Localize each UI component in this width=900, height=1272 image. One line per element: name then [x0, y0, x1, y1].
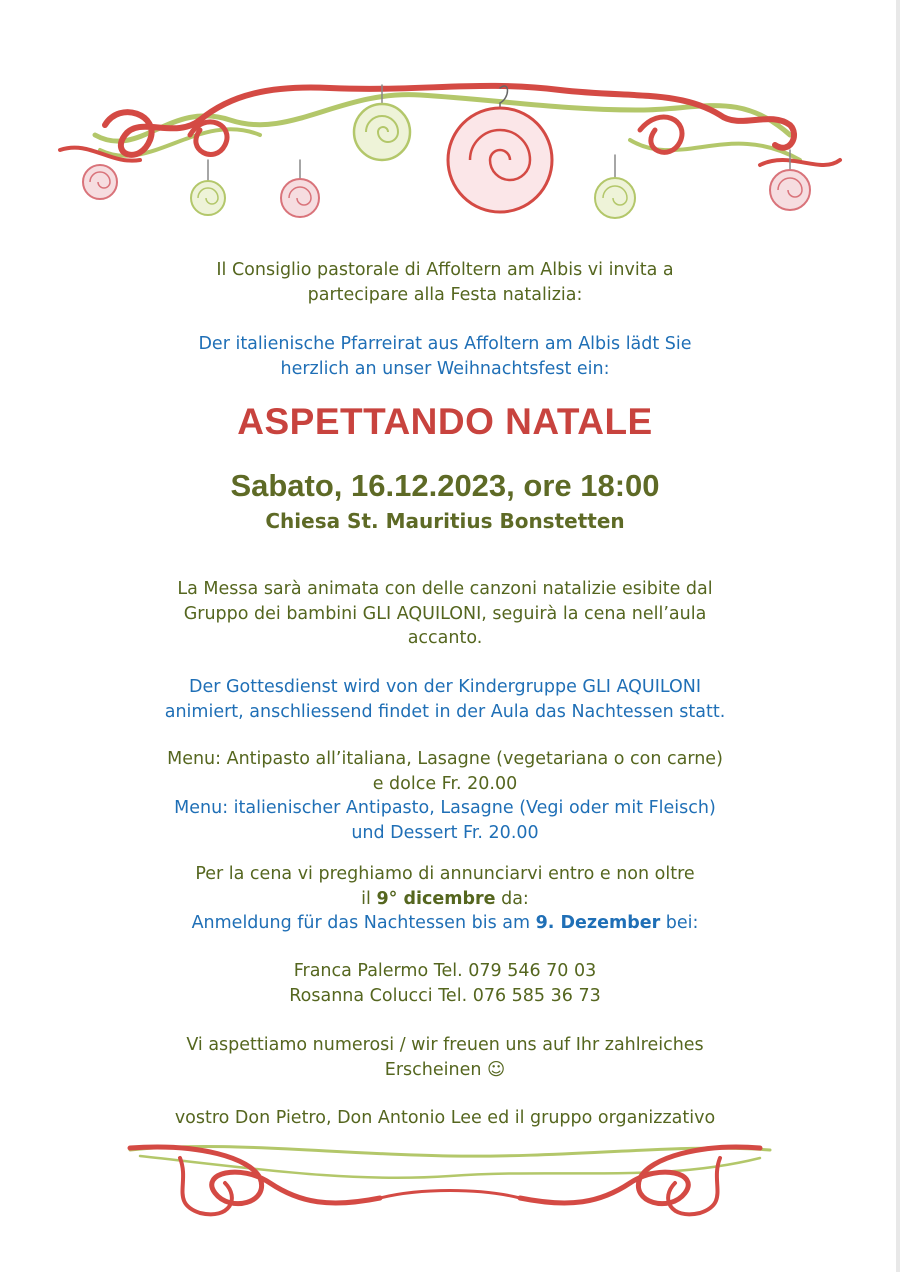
- registration-de-line: Anmeldung für das Nachtessen bis am 9. Dezember bei:: [191, 913, 699, 933]
- closing-line1: Vi aspettiamo numerosi / wir freuen uns auf Ihr zahlreiches: [186, 1035, 704, 1055]
- intro-de-line2: herzlich an unser Weihnachtsfest ein:: [280, 358, 610, 379]
- intro-de-line1: Der italienische Pfarreirat aus Affoltern am Albis lädt Sie: [198, 334, 692, 354]
- event-datetime: Sabato, 16.12.2023, ore 18:00: [230, 468, 660, 503]
- registration-it-line1: Per la cena vi preghiamo di annunciarvi entro e non oltre: [195, 864, 695, 884]
- menu-it-line1: Menu: Antipasto all’italiana, Lasagne (vegetariana o con carne): [167, 749, 723, 769]
- closing-line2: Erscheinen ☺: [384, 1059, 506, 1080]
- contacts: [100, 959, 790, 1008]
- intro-it-line1: Il Consiglio pastorale di Affoltern am Albis vi invita a: [216, 260, 674, 280]
- description-it-line2: Gruppo dei bambini GLI AQUILONI, seguirà la cena nell’aula: [183, 603, 707, 624]
- description-de-line2: animiert, anschliessend findet in der Aula das Nachtessen statt.: [164, 701, 726, 722]
- registration: [100, 862, 790, 936]
- menu-italian: [100, 747, 790, 796]
- menu-it-line2: e dolce Fr. 20.00: [372, 773, 518, 794]
- contact-rosanna: Rosanna Colucci Tel. 076 585 36 73: [289, 985, 601, 1006]
- menu-de-line2: und Dessert Fr. 20.00: [351, 822, 539, 843]
- registration-it-line2: il 9° dicembre da:: [361, 888, 529, 909]
- event-title: ASPETTANDO NATALE: [237, 401, 653, 442]
- description-de-line1: Der Gottesdienst wird von der Kindergruppe GLI AQUILONI: [188, 677, 702, 697]
- deadline-it: 9° dicembre: [376, 888, 496, 909]
- description-it-line3: accanto.: [407, 628, 483, 648]
- closing: [100, 1033, 790, 1082]
- menu-de-line1: Menu: italienischer Antipasto, Lasagne (Vegi oder mit Fleisch): [174, 798, 716, 818]
- ribbon-swirl-icon: [0, 1128, 900, 1223]
- contact-franca: Franca Palermo Tel. 079 546 70 03: [293, 961, 597, 981]
- christmas-ornaments-icon: [0, 80, 900, 230]
- menu-german: [100, 796, 790, 845]
- description-it-line1: La Messa sarà animata con delle canzoni natalizie esibite dal: [177, 579, 713, 599]
- description-german: [100, 675, 790, 724]
- deadline-de: 9. Dezember: [535, 913, 661, 933]
- event-venue: Chiesa St. Mauritius Bonstetten: [265, 509, 625, 533]
- intro-german: [100, 332, 790, 381]
- intro-italian: [100, 258, 790, 307]
- signature: vostro Don Pietro, Don Antonio Lee ed il gruppo organizzativo: [174, 1108, 716, 1128]
- intro-it-line2: partecipare alla Festa natalizia:: [307, 284, 583, 305]
- description-italian: [100, 577, 790, 651]
